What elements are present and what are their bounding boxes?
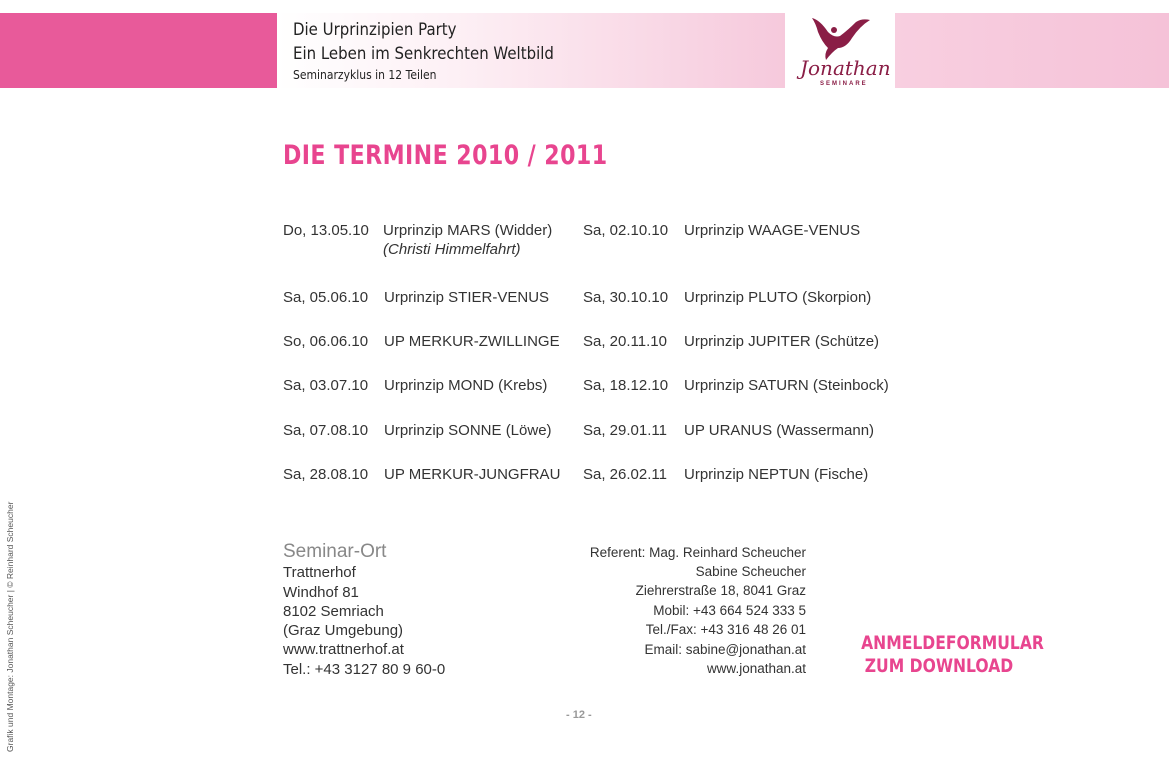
termin-date: Sa, 20.11.10 [583, 333, 667, 350]
termin-item [583, 422, 874, 439]
termin-date: So, 06.06.10 [283, 333, 369, 350]
termin-item [283, 466, 560, 483]
download-line1: ANMELDEFORMULAR [861, 632, 1044, 654]
header-title-line2: Ein Leben im Senkrechten Weltbild [293, 44, 554, 64]
termin-name: UP MERKUR-JUNGFRAU [384, 466, 561, 483]
termin-date: Sa, 03.07.10 [283, 377, 369, 394]
seminar-ort-heading: Seminar-Ort [283, 541, 387, 562]
seminar-ort-line: Windhof 81 [283, 584, 359, 601]
termin-item [283, 422, 552, 439]
referent-line: Tel./Fax: +43 316 48 26 01 [645, 622, 806, 637]
header-band-right [895, 13, 1169, 88]
termin-date: Sa, 29.01.11 [583, 422, 667, 439]
header-title-line1: Die Urprinzipien Party [293, 20, 457, 40]
termin-item [583, 289, 871, 306]
termin-name: Urprinzip SONNE (Löwe) [384, 422, 552, 439]
header-band-left [0, 13, 277, 88]
referent-line: Referent: Mag. Reinhard Scheucher [589, 545, 806, 560]
termin-item [283, 289, 549, 306]
termin-date: Do, 13.05.10 [283, 222, 369, 239]
termin-name: Urprinzip MARS (Widder) [383, 222, 553, 239]
termin-name: Urprinzip PLUTO (Skorpion) [684, 289, 872, 306]
referent-line: Mobil: +43 664 524 333 5 [653, 603, 806, 618]
termin-item [283, 333, 560, 350]
termin-note: (Christi Himmelfahrt) [383, 241, 521, 258]
termin-date: Sa, 28.08.10 [283, 466, 369, 483]
page-title: DIE TERMINE 2010 / 2011 [283, 140, 608, 171]
credit-text: Grafik und Montage: Jonathan Scheucher | © Reinhard Scheucher [5, 501, 15, 752]
termin-name: UP MERKUR-ZWILLINGE [384, 333, 560, 350]
referent-line: Sabine Scheucher [695, 564, 806, 579]
header-subtitle: Seminarzyklus in 12 Teilen [293, 68, 437, 82]
termin-date: Sa, 07.08.10 [283, 422, 369, 439]
referent-website[interactable]: www.jonathan.at [706, 661, 806, 676]
termin-name: Urprinzip JUPITER (Schütze) [684, 333, 880, 350]
termin-date: Sa, 26.02.11 [583, 466, 667, 483]
termin-item [583, 377, 889, 394]
termin-name: UP URANUS (Wassermann) [684, 422, 875, 439]
termin-name: Urprinzip STIER-VENUS [384, 289, 550, 306]
seminar-ort-link[interactable]: www.trattnerhof.at [283, 641, 404, 658]
referent-line: Ziehrerstraße 18, 8041 Graz [635, 583, 806, 598]
termin-item [283, 377, 547, 394]
seminar-ort-line: 8102 Semriach [283, 603, 384, 620]
referent-email[interactable]: Email: sabine@jonathan.at [644, 642, 806, 657]
termin-date: Sa, 30.10.10 [583, 289, 669, 306]
termin-item [583, 466, 868, 483]
logo-subtitle: SEMINARE [820, 81, 868, 87]
page-number: - 12 - [566, 709, 592, 721]
logo-text: Jonathan [800, 56, 891, 80]
termin-item [583, 333, 879, 350]
seminar-ort-phone: Tel.: +43 3127 80 9 60-0 [283, 661, 446, 678]
termin-name: Urprinzip SATURN (Steinbock) [684, 377, 889, 394]
termin-name: Urprinzip MOND (Krebs) [384, 377, 548, 394]
termin-name: Urprinzip WAAGE-VENUS [684, 222, 861, 239]
download-line2: ZUM DOWNLOAD [864, 655, 1014, 677]
termin-date: Sa, 05.06.10 [283, 289, 369, 306]
termin-date: Sa, 18.12.10 [583, 377, 669, 394]
seminar-ort-line: (Graz Umgebung) [283, 622, 404, 639]
termin-item [283, 222, 553, 258]
seminar-ort-line: Trattnerhof [283, 564, 356, 581]
termin-item [583, 222, 860, 239]
download-link[interactable] [861, 632, 1044, 678]
termin-date: Sa, 02.10.10 [583, 222, 669, 239]
termin-name: Urprinzip NEPTUN (Fische) [684, 466, 869, 483]
